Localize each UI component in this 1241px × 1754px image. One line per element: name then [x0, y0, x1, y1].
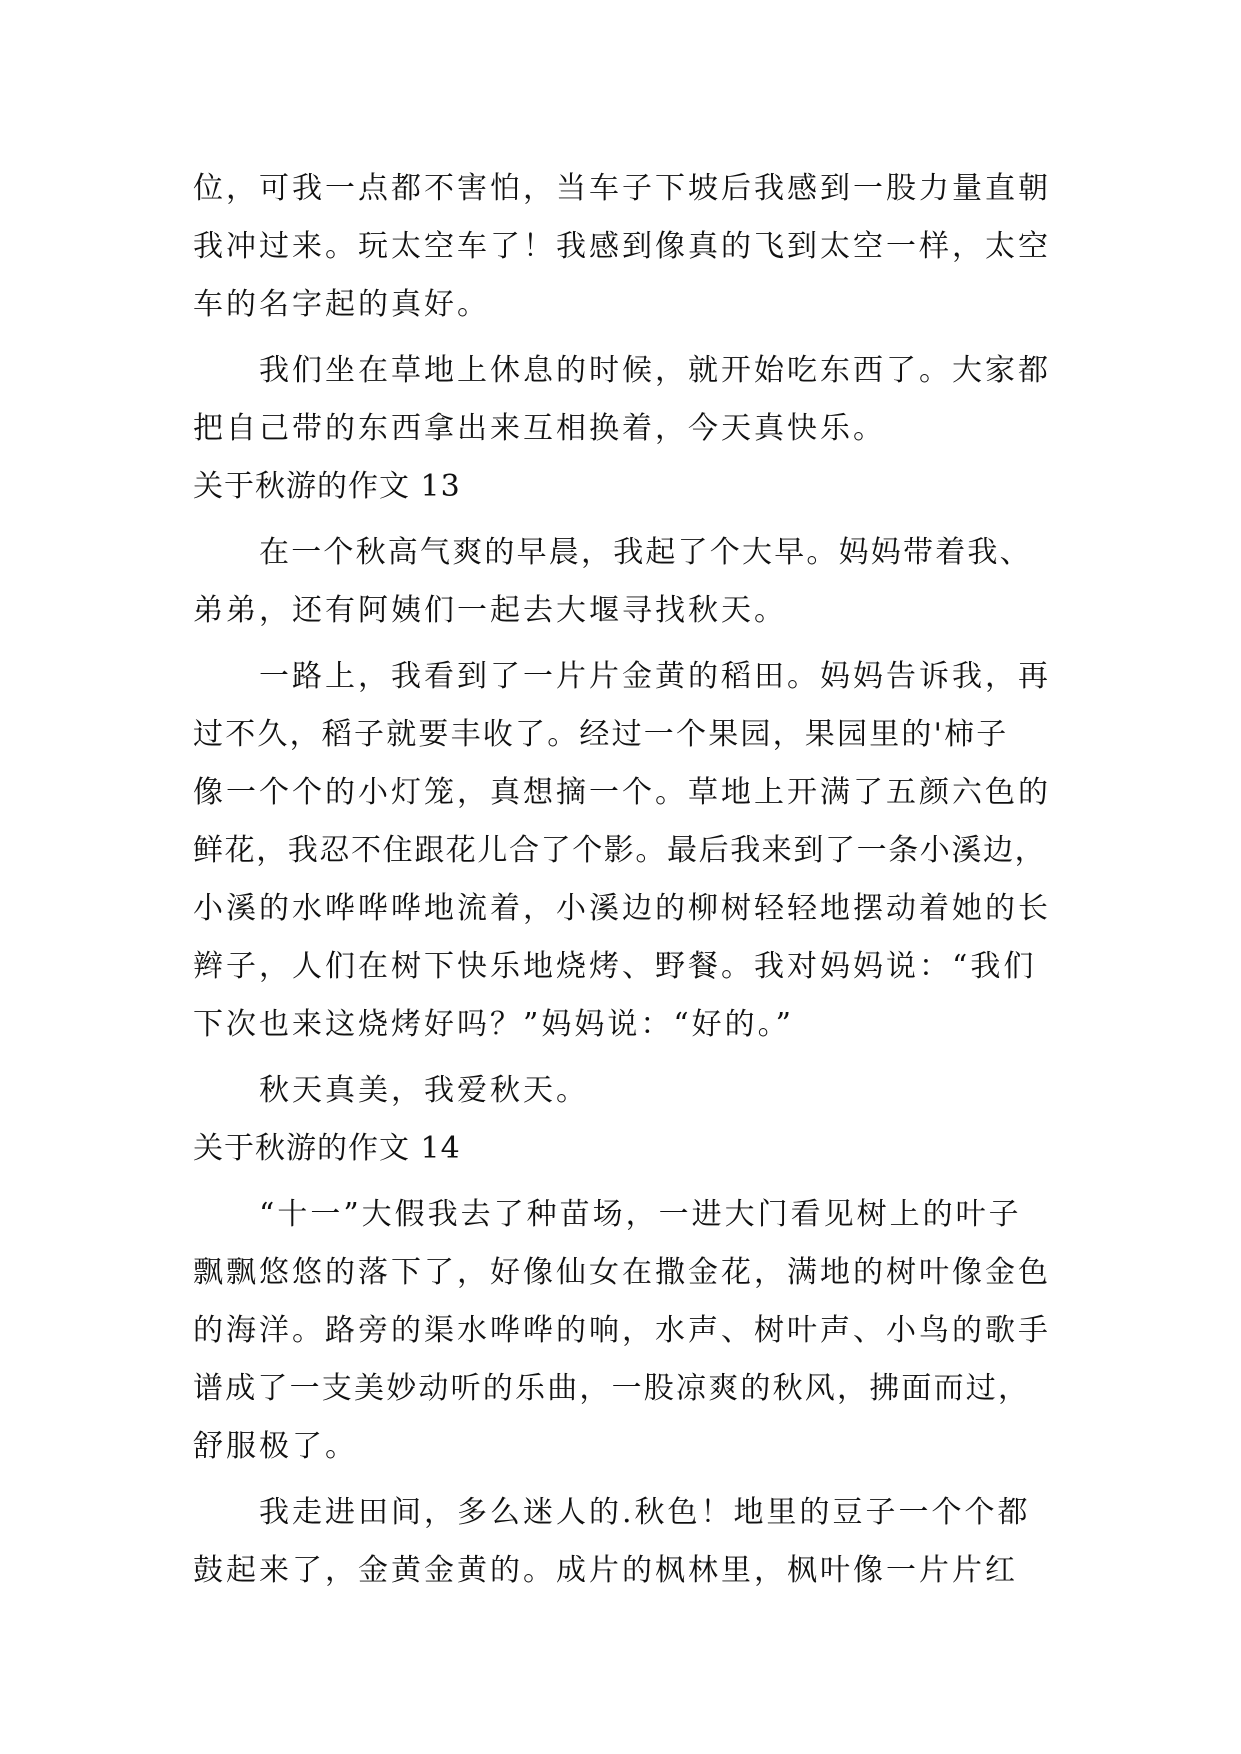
document-page — [193, 160, 1053, 1600]
text-line: “十一”大假我去了种苗场，一进大门看见树上的叶子 — [259, 1197, 1022, 1232]
text-line: 一路上，我看到了一片片金黄的稻田。妈妈告诉我，再 — [259, 659, 1051, 694]
text-line: 把自己带的东西拿出来互相换着，今天真快乐。 — [193, 411, 886, 446]
text-line: 辫子，人们在树下快乐地烧烤、野餐。我对妈妈说：“我们 — [193, 949, 1037, 984]
text-line: 秋天真美，我爱秋天。 — [259, 1073, 589, 1108]
section-heading: 关于秋游的作文 13 — [193, 469, 461, 504]
text-line: 小溪的水哗哗哗地流着，小溪边的柳树轻轻地摆动着她的长 — [193, 891, 1051, 926]
text-line: 在一个秋高气爽的早晨，我起了个大早。妈妈带着我、 — [259, 535, 1032, 570]
text-line: 像一个个的小灯笼，真想摘一个。草地上开满了五颜六色的 — [193, 775, 1051, 810]
text-line: 的海洋。路旁的渠水哗哗的响，水声、树叶声、小鸟的歌手 — [193, 1313, 1051, 1348]
text-line: 车的名字起的真好。 — [193, 287, 490, 322]
text-line: 我们坐在草地上休息的时候，就开始吃东西了。大家都 — [259, 353, 1051, 388]
text-line: 我冲过来。玩太空车了！我感到像真的飞到太空一样，太空 — [193, 229, 1051, 264]
text-line: 舒服极了。 — [193, 1429, 358, 1464]
text-line: 鲜花，我忍不住跟花儿合了个影。最后我来到了一条小溪边， — [193, 833, 1047, 868]
text-line: 飘飘悠悠的落下了，好像仙女在撒金花，满地的树叶像金色 — [193, 1255, 1051, 1290]
text-line: 谱成了一支美妙动听的乐曲，一股凉爽的秋风，拂面而过， — [193, 1371, 1031, 1406]
text-line: 弟弟，还有阿姨们一起去大堰寻找秋天。 — [193, 593, 787, 628]
text-line: 鼓起来了，金黄金黄的。成片的枫林里，枫叶像一片片红 — [193, 1553, 1018, 1588]
text-line: 过不久，稻子就要丰收了。经过一个果园，果园里的'柿子 — [193, 717, 1009, 752]
text-line: 下次也来这烧烤好吗？”妈妈说：“好的。” — [193, 1007, 795, 1042]
text-line: 我走进田间，多么迷人的.秋色！地里的豆子一个个都 — [259, 1495, 1031, 1530]
text-line: 位，可我一点都不害怕，当车子下坡后我感到一股力量直朝 — [193, 171, 1051, 206]
section-heading: 关于秋游的作文 14 — [193, 1131, 461, 1166]
